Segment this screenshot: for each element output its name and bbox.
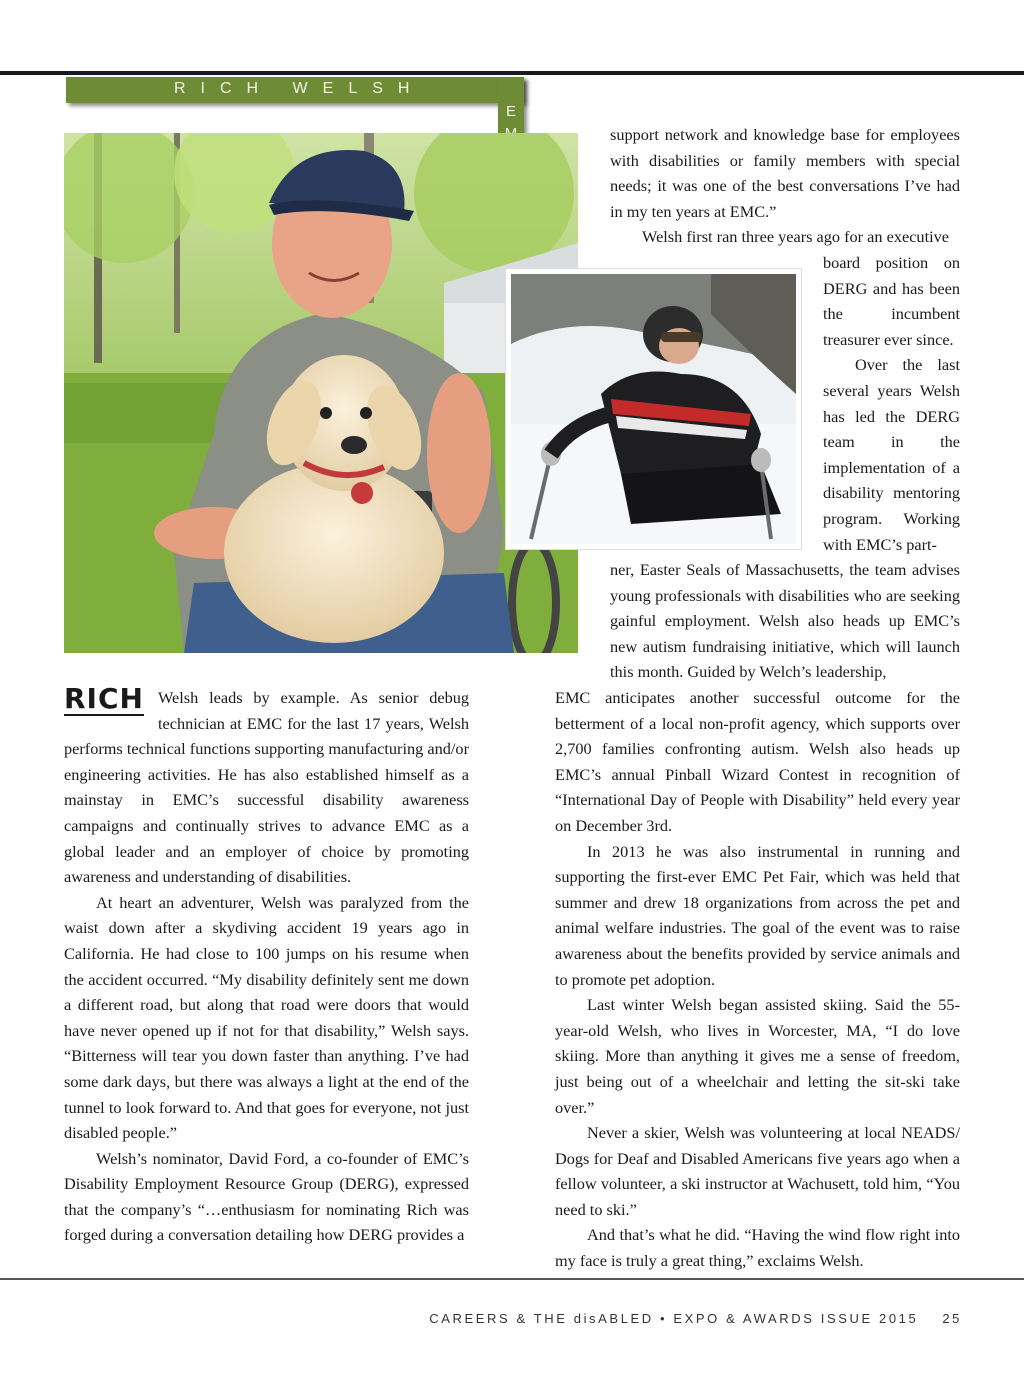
paragraph-p5-start: Over the last several years Welsh has led the DERG team in the implementation of a disability mentoring program. Working with EMC’s part- (823, 355, 960, 554)
page-number: 25 (942, 1311, 962, 1326)
paragraph-p1-text: Welsh leads by example. As senior debug technician at EMC for the last 17 years, Welsh performs technical functions supporting manufacturing and/or engineering activities. He has also established himself as a mainstay in EMC’s successful disability awareness campaigns and continually strives to advance EMC as a global leader and an employer of choice by promoting awareness and understanding of disabilities. (64, 688, 469, 887)
top-rule (0, 71, 1024, 75)
right-column-top (610, 122, 960, 250)
page-footer (0, 1311, 962, 1326)
ski-photo-illustration (511, 274, 796, 544)
paragraph-p5-end: EMC anticipates another successful outcome for the betterment of a local non-profit agency, which supports over 2,700 families confronting autism. Welsh also heads up EMC’s annual Pinball Wizard Contest in recognition of “International Day of People with Disability” held every year on December 3rd. (555, 688, 960, 835)
right-column-bottom (555, 685, 960, 1274)
paragraph-p3-continued: support network and knowledge base for employees with disabilities or family members with special needs; it was one of the best conversations I’ve had in my ten years at EMC.” (610, 125, 960, 221)
main-photo (64, 133, 578, 653)
paragraph-p4-end: board position on DERG and has been the incumbent treasurer ever since. (823, 253, 960, 349)
paragraph-p9: And that’s what he did. “Having the wind flow right into my face is truly a great thing,” exclaims Welsh. (555, 1225, 960, 1271)
right-column-wrap (823, 250, 960, 557)
paragraph-p4-start: Welsh first ran three years ago for an executive (642, 227, 949, 247)
left-column (64, 682, 469, 1248)
paragraph-p5-middle: ner, Easter Seals of Massachusetts, the team advises young professionals with disabilities who are seeking gainful employment. Welsh also heads up EMC’s new autism fundraising initiative, which will launch this month. Guided by Welch’s leadership, (610, 560, 960, 682)
puppy-photo-illustration (64, 133, 578, 653)
paragraph-p8: Never a skier, Welsh was volunteering at local NEADS/ Dogs for Deaf and Disabled Americans five years ago when a fellow volunteer, a ski instructor at Wachusett, told him, “You need to ski.” (555, 1123, 960, 1219)
paragraph-p6: In 2013 he was also instrumental in running and supporting the first-ever EMC Pet Fair, which was held that summer and drew 18 organizations from across the pet and animal welfare industries. The goal of the event was to raise awareness about the benefits provided by service animals and to promote pet adoption. (555, 841, 960, 989)
paragraph-p2: At heart an adventurer, Welsh was paralyzed from the waist down after a skydiving accident 19 years ago in California. He had close to 100 jumps on his resume when the accident occurred. “My disability definitely sent me down a different road, but along that road were doors that would have never opened up if not for that disability,” Welsh says. “Bitterness will tear you down faster than anything. I’ve had some dark days, but there was always a light at the end of the tunnel to look forward to. And that goes for everyone, not just disabled people.” (64, 892, 469, 1143)
name-banner (66, 77, 524, 103)
footer-magazine-title: CAREERS & THE disABLED • EXPO & AWARDS ISSUE 2015 (429, 1311, 919, 1326)
right-column-mid (610, 557, 960, 685)
bottom-rule (0, 1278, 1024, 1280)
ski-photo (506, 269, 801, 549)
drop-cap-word: RICH (64, 682, 144, 715)
paragraph-p7: Last winter Welsh began assisted skiing. Said the 55-year-old Welsh, who lives in Worcester, MA, “I do love skiing. More than anything it gives me a sense of freedom, just being out of a wheelchair and letting the sit-ski take over.” (555, 995, 960, 1117)
paragraph-p3: Welsh’s nominator, David Ford, a co-founder of EMC’s Disability Employment Resource Group (DERG), expressed that the company’s “…enthusiasm for nominating Rich was forged during a conversation detailing how DERG provides a (64, 1148, 469, 1245)
banner-company-letter: E (505, 103, 516, 120)
banner-name: RICH WELSH (174, 80, 425, 97)
paragraph-p1 (64, 682, 469, 890)
